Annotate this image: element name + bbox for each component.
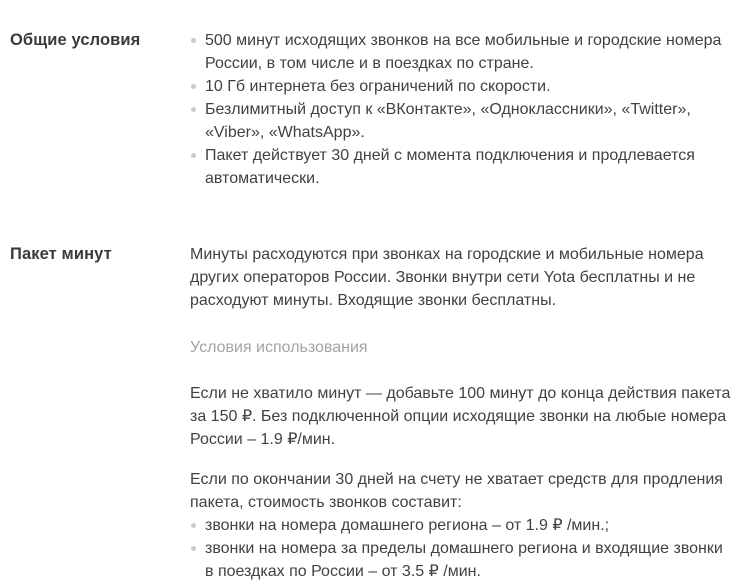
general-terms-list [190,29,735,190]
add-minutes-paragraph: Если не хватило минут — добавьте 100 минут до конца действия пакета за 150 ₽. Без подключенной опции исходящие звонки на любые номера России – 1.9 ₽/мин. [190,385,731,448]
general-terms-body [190,29,735,190]
bullet-text: Пакет действует 30 дней с момента подключения и продлевается автоматически. [205,147,695,187]
bullet-dot-icon [191,153,196,158]
renewal-rates-list [190,514,735,583]
bullet-text: Безлимитный доступ к «ВКонтакте», «Одноклассники», «Twitter», «Viber», «WhatsApp». [205,101,691,141]
list-item [190,537,735,583]
minutes-package-body [190,243,735,583]
bullet-text: звонки на номера домашнего региона – от 1.9 ₽ /мин.; [205,517,610,534]
bullet-text: 10 Гб интернета без ограничений по скорости. [205,78,551,95]
bullet-dot-icon [191,523,196,528]
list-item [190,98,735,144]
minutes-package-title: Пакет минут [10,245,112,263]
list-item [190,29,735,75]
bullet-dot-icon [191,546,196,551]
list-item [190,75,735,98]
bullet-dot-icon [191,38,196,43]
list-item [190,514,735,537]
bullet-dot-icon [191,107,196,112]
general-terms-title: Общие условия [10,31,141,49]
renewal-conditions-paragraph: Если по окончании 30 дней на счету не хватает средств для продления пакета, стоимость звонков составит: [190,471,723,511]
minutes-intro-paragraph: Минуты расходуются при звонках на городские и мобильные номера других операторов России. Звонки внутри сети Yota бесплатны и не расходуют минуты. Входящие звонки бесплатны. [190,246,704,309]
bullet-text: звонки на номера за пределы домашнего региона и входящие звонки в поездках по России – от 3.5 ₽ /мин. [205,540,723,580]
usage-terms-subheading: Условия использования [190,339,368,356]
section-general-terms [10,29,735,190]
bullet-dot-icon [191,84,196,89]
section-minutes-package [10,243,735,583]
bullet-text: 500 минут исходящих звонков на все мобильные и городские номера России, в том числе и в поездках по стране. [205,32,722,72]
list-item [190,144,735,190]
